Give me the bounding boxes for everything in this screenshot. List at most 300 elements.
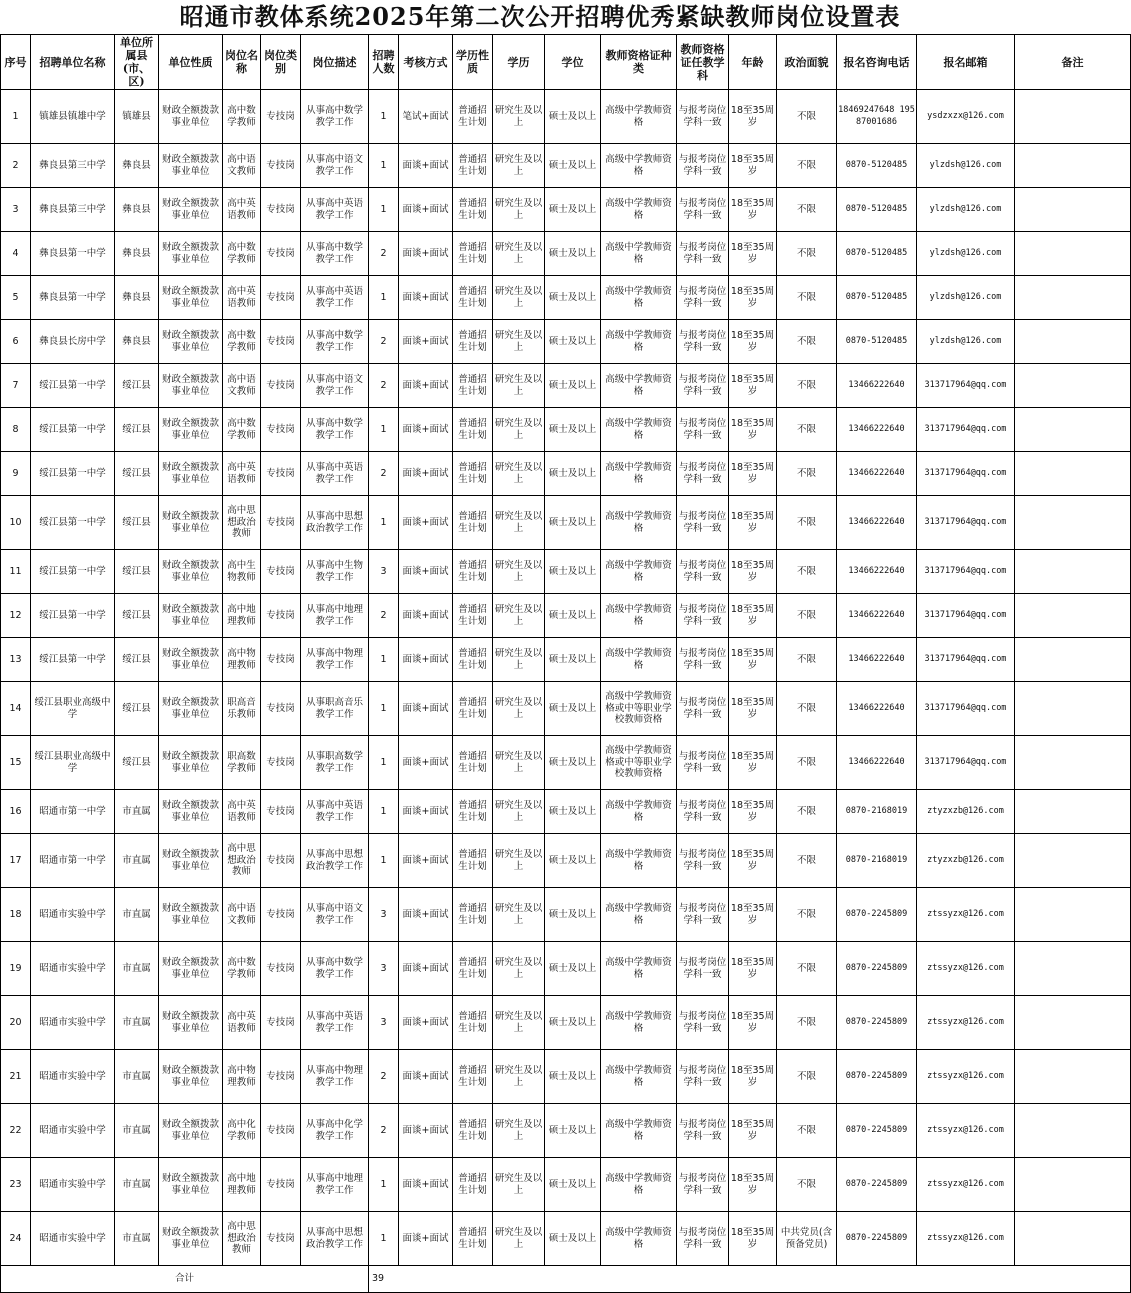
certificate-type-cell: 高级中学教师资格 xyxy=(601,834,677,888)
unit-name-cell: 绥江县第一中学 xyxy=(31,594,115,638)
unit-type-cell: 财政全额拨款事业单位 xyxy=(159,188,223,232)
political-status-cell: 不限 xyxy=(777,942,837,996)
table-body xyxy=(1,90,1131,1266)
post-name-cell: 高中数学教师 xyxy=(223,408,261,452)
post-description-cell: 从事高中数学教学工作 xyxy=(301,232,369,276)
row-index-cell: 10 xyxy=(1,496,31,550)
unit-type-cell: 财政全额拨款事业单位 xyxy=(159,942,223,996)
post-name-cell: 高中地理教师 xyxy=(223,1158,261,1212)
table-row xyxy=(1,996,1131,1050)
unit-name-cell: 昭通市实验中学 xyxy=(31,888,115,942)
certificate-type-cell: 高级中学教师资格 xyxy=(601,496,677,550)
remark-cell xyxy=(1015,736,1131,790)
political-status-cell: 不限 xyxy=(777,452,837,496)
exam-method-cell: 面谈+面试 xyxy=(399,232,453,276)
recruitment-table xyxy=(0,34,1131,1293)
unit-type-cell: 财政全额拨款事业单位 xyxy=(159,638,223,682)
headcount-cell: 3 xyxy=(369,996,399,1050)
education-type-cell: 普通招生计划 xyxy=(453,996,493,1050)
post-category-cell: 专技岗 xyxy=(261,1212,301,1266)
education-type-cell: 普通招生计划 xyxy=(453,942,493,996)
post-category-cell: 专技岗 xyxy=(261,1050,301,1104)
county-cell: 彝良县 xyxy=(115,232,159,276)
post-category-cell: 专技岗 xyxy=(261,408,301,452)
post-description-cell: 从事高中英语教学工作 xyxy=(301,790,369,834)
email-cell: ztssyzx@126.com xyxy=(917,1212,1015,1266)
phone-cell: 0870-5120485 xyxy=(837,276,917,320)
post-description-cell: 从事高中语文教学工作 xyxy=(301,888,369,942)
unit-name-cell: 绥江县职业高级中学 xyxy=(31,736,115,790)
certificate-type-cell: 高级中学教师资格 xyxy=(601,276,677,320)
political-status-cell: 中共党员(含预备党员) xyxy=(777,1212,837,1266)
county-cell: 彝良县 xyxy=(115,144,159,188)
age-cell: 18至35周岁 xyxy=(729,90,777,144)
certificate-type-cell: 高级中学教师资格 xyxy=(601,638,677,682)
age-cell: 18至35周岁 xyxy=(729,888,777,942)
post-name-cell: 高中数学教师 xyxy=(223,320,261,364)
email-cell: ztyzxzb@126.com xyxy=(917,790,1015,834)
remark-cell xyxy=(1015,550,1131,594)
exam-method-cell: 面谈+面试 xyxy=(399,496,453,550)
email-cell: 313717964@qq.com xyxy=(917,496,1015,550)
col-degree-header: 学位 xyxy=(545,35,601,90)
remark-cell xyxy=(1015,790,1131,834)
row-index-cell: 8 xyxy=(1,408,31,452)
unit-type-cell: 财政全额拨款事业单位 xyxy=(159,736,223,790)
degree-cell: 硕士及以上 xyxy=(545,452,601,496)
age-cell: 18至35周岁 xyxy=(729,144,777,188)
remark-cell xyxy=(1015,232,1131,276)
county-cell: 市直属 xyxy=(115,1050,159,1104)
headcount-cell: 2 xyxy=(369,320,399,364)
age-cell: 18至35周岁 xyxy=(729,496,777,550)
age-cell: 18至35周岁 xyxy=(729,942,777,996)
phone-cell: 0870-5120485 xyxy=(837,144,917,188)
phone-cell: 0870-5120485 xyxy=(837,320,917,364)
exam-method-cell: 面谈+面试 xyxy=(399,452,453,496)
unit-type-cell: 财政全额拨款事业单位 xyxy=(159,1158,223,1212)
unit-type-cell: 财政全额拨款事业单位 xyxy=(159,276,223,320)
post-category-cell: 专技岗 xyxy=(261,1104,301,1158)
exam-method-cell: 面谈+面试 xyxy=(399,144,453,188)
phone-cell: 13466222640 xyxy=(837,736,917,790)
post-name-cell: 高中数学教师 xyxy=(223,232,261,276)
post-name-cell: 高中化学教师 xyxy=(223,1104,261,1158)
remark-cell xyxy=(1015,452,1131,496)
phone-cell: 0870-2245809 xyxy=(837,942,917,996)
table-row xyxy=(1,1104,1131,1158)
education-cell: 研究生及以上 xyxy=(493,996,545,1050)
post-name-cell: 高中数学教师 xyxy=(223,942,261,996)
remark-cell xyxy=(1015,1158,1131,1212)
headcount-cell: 1 xyxy=(369,638,399,682)
unit-type-cell: 财政全额拨款事业单位 xyxy=(159,144,223,188)
certificate-subject-cell: 与报考岗位学科一致 xyxy=(677,408,729,452)
unit-type-cell: 财政全额拨款事业单位 xyxy=(159,682,223,736)
phone-cell: 0870-2245809 xyxy=(837,1050,917,1104)
certificate-type-cell: 高级中学教师资格 xyxy=(601,1050,677,1104)
county-cell: 绥江县 xyxy=(115,550,159,594)
certificate-subject-cell: 与报考岗位学科一致 xyxy=(677,888,729,942)
post-description-cell: 从事高中生物教学工作 xyxy=(301,550,369,594)
email-cell: ylzdsh@126.com xyxy=(917,320,1015,364)
certificate-type-cell: 高级中学教师资格 xyxy=(601,188,677,232)
post-name-cell: 高中数学教师 xyxy=(223,90,261,144)
county-cell: 彝良县 xyxy=(115,320,159,364)
headcount-cell: 1 xyxy=(369,682,399,736)
row-index-cell: 15 xyxy=(1,736,31,790)
post-category-cell: 专技岗 xyxy=(261,790,301,834)
email-cell: ztssyzx@126.com xyxy=(917,996,1015,1050)
education-cell: 研究生及以上 xyxy=(493,1212,545,1266)
political-status-cell: 不限 xyxy=(777,144,837,188)
post-category-cell: 专技岗 xyxy=(261,188,301,232)
political-status-cell: 不限 xyxy=(777,232,837,276)
education-type-cell: 普通招生计划 xyxy=(453,408,493,452)
county-cell: 绥江县 xyxy=(115,682,159,736)
degree-cell: 硕士及以上 xyxy=(545,736,601,790)
exam-method-cell: 面谈+面试 xyxy=(399,888,453,942)
table-row xyxy=(1,942,1131,996)
table-row xyxy=(1,496,1131,550)
remark-cell xyxy=(1015,996,1131,1050)
headcount-cell: 3 xyxy=(369,942,399,996)
political-status-cell: 不限 xyxy=(777,364,837,408)
post-category-cell: 专技岗 xyxy=(261,1158,301,1212)
phone-cell: 0870-2245809 xyxy=(837,996,917,1050)
unit-type-cell: 财政全额拨款事业单位 xyxy=(159,364,223,408)
post-category-cell: 专技岗 xyxy=(261,996,301,1050)
col-post-category-header: 岗位类别 xyxy=(261,35,301,90)
unit-name-cell: 昭通市实验中学 xyxy=(31,942,115,996)
unit-name-cell: 彝良县第一中学 xyxy=(31,232,115,276)
degree-cell: 硕士及以上 xyxy=(545,638,601,682)
education-type-cell: 普通招生计划 xyxy=(453,320,493,364)
exam-method-cell: 面谈+面试 xyxy=(399,1050,453,1104)
exam-method-cell: 面谈+面试 xyxy=(399,550,453,594)
degree-cell: 硕士及以上 xyxy=(545,232,601,276)
age-cell: 18至35周岁 xyxy=(729,638,777,682)
table-row xyxy=(1,408,1131,452)
headcount-cell: 2 xyxy=(369,594,399,638)
political-status-cell: 不限 xyxy=(777,408,837,452)
degree-cell: 硕士及以上 xyxy=(545,682,601,736)
email-cell: ylzdsh@126.com xyxy=(917,276,1015,320)
education-cell: 研究生及以上 xyxy=(493,276,545,320)
post-description-cell: 从事高中英语教学工作 xyxy=(301,188,369,232)
table-row xyxy=(1,276,1131,320)
county-cell: 市直属 xyxy=(115,1212,159,1266)
remark-cell xyxy=(1015,682,1131,736)
political-status-cell: 不限 xyxy=(777,1050,837,1104)
certificate-type-cell: 高级中学教师资格 xyxy=(601,942,677,996)
col-county-header: 单位所属县(市、区) xyxy=(115,35,159,90)
phone-cell: 13466222640 xyxy=(837,452,917,496)
header-row xyxy=(1,35,1131,90)
post-name-cell: 高中思想政治教师 xyxy=(223,834,261,888)
phone-cell: 0870-2245809 xyxy=(837,1158,917,1212)
certificate-subject-cell: 与报考岗位学科一致 xyxy=(677,188,729,232)
education-cell: 研究生及以上 xyxy=(493,408,545,452)
post-description-cell: 从事高中数学教学工作 xyxy=(301,90,369,144)
post-description-cell: 从事职高数学教学工作 xyxy=(301,736,369,790)
table-row xyxy=(1,1050,1131,1104)
post-category-cell: 专技岗 xyxy=(261,90,301,144)
col-political-status-header: 政治面貌 xyxy=(777,35,837,90)
degree-cell: 硕士及以上 xyxy=(545,888,601,942)
email-cell: 313717964@qq.com xyxy=(917,550,1015,594)
degree-cell: 硕士及以上 xyxy=(545,188,601,232)
email-cell: 313717964@qq.com xyxy=(917,452,1015,496)
certificate-subject-cell: 与报考岗位学科一致 xyxy=(677,1212,729,1266)
headcount-cell: 1 xyxy=(369,144,399,188)
unit-name-cell: 绥江县第一中学 xyxy=(31,364,115,408)
education-cell: 研究生及以上 xyxy=(493,452,545,496)
post-category-cell: 专技岗 xyxy=(261,276,301,320)
county-cell: 市直属 xyxy=(115,888,159,942)
education-cell: 研究生及以上 xyxy=(493,364,545,408)
post-category-cell: 专技岗 xyxy=(261,682,301,736)
row-index-cell: 12 xyxy=(1,594,31,638)
political-status-cell: 不限 xyxy=(777,1158,837,1212)
row-index-cell: 6 xyxy=(1,320,31,364)
unit-name-cell: 镇雄县镇雄中学 xyxy=(31,90,115,144)
certificate-subject-cell: 与报考岗位学科一致 xyxy=(677,594,729,638)
email-cell: ylzdsh@126.com xyxy=(917,144,1015,188)
county-cell: 绥江县 xyxy=(115,452,159,496)
education-cell: 研究生及以上 xyxy=(493,594,545,638)
row-index-cell: 24 xyxy=(1,1212,31,1266)
post-category-cell: 专技岗 xyxy=(261,452,301,496)
education-type-cell: 普通招生计划 xyxy=(453,682,493,736)
table-row xyxy=(1,594,1131,638)
county-cell: 市直属 xyxy=(115,834,159,888)
phone-cell: 0870-2168019 xyxy=(837,790,917,834)
age-cell: 18至35周岁 xyxy=(729,408,777,452)
exam-method-cell: 面谈+面试 xyxy=(399,996,453,1050)
post-name-cell: 高中英语教师 xyxy=(223,790,261,834)
table-row xyxy=(1,834,1131,888)
phone-cell: 13466222640 xyxy=(837,638,917,682)
phone-cell: 18469247648 19587001686 xyxy=(837,90,917,144)
education-cell: 研究生及以上 xyxy=(493,790,545,834)
phone-cell: 0870-2168019 xyxy=(837,834,917,888)
row-index-cell: 23 xyxy=(1,1158,31,1212)
age-cell: 18至35周岁 xyxy=(729,232,777,276)
post-name-cell: 高中英语教师 xyxy=(223,188,261,232)
headcount-cell: 2 xyxy=(369,1050,399,1104)
education-cell: 研究生及以上 xyxy=(493,1158,545,1212)
table-row xyxy=(1,320,1131,364)
phone-cell: 13466222640 xyxy=(837,550,917,594)
post-name-cell: 高中地理教师 xyxy=(223,594,261,638)
post-category-cell: 专技岗 xyxy=(261,594,301,638)
education-type-cell: 普通招生计划 xyxy=(453,736,493,790)
post-category-cell: 专技岗 xyxy=(261,942,301,996)
post-description-cell: 从事高中数学教学工作 xyxy=(301,408,369,452)
email-cell: ztssyzx@126.com xyxy=(917,1158,1015,1212)
unit-name-cell: 昭通市第一中学 xyxy=(31,834,115,888)
headcount-cell: 1 xyxy=(369,1212,399,1266)
degree-cell: 硕士及以上 xyxy=(545,1050,601,1104)
row-index-cell: 22 xyxy=(1,1104,31,1158)
exam-method-cell: 面谈+面试 xyxy=(399,188,453,232)
degree-cell: 硕士及以上 xyxy=(545,1158,601,1212)
unit-name-cell: 绥江县第一中学 xyxy=(31,550,115,594)
email-cell: 313717964@qq.com xyxy=(917,594,1015,638)
unit-name-cell: 昭通市实验中学 xyxy=(31,1158,115,1212)
unit-name-cell: 彝良县长房中学 xyxy=(31,320,115,364)
degree-cell: 硕士及以上 xyxy=(545,276,601,320)
col-education-type-header: 学历性质 xyxy=(453,35,493,90)
county-cell: 彝良县 xyxy=(115,276,159,320)
age-cell: 18至35周岁 xyxy=(729,276,777,320)
headcount-cell: 1 xyxy=(369,1158,399,1212)
col-certificate-type-header: 教师资格证种类 xyxy=(601,35,677,90)
exam-method-cell: 面谈+面试 xyxy=(399,1212,453,1266)
post-description-cell: 从事职高音乐教学工作 xyxy=(301,682,369,736)
certificate-subject-cell: 与报考岗位学科一致 xyxy=(677,452,729,496)
political-status-cell: 不限 xyxy=(777,888,837,942)
county-cell: 市直属 xyxy=(115,996,159,1050)
county-cell: 绥江县 xyxy=(115,496,159,550)
unit-type-cell: 财政全额拨款事业单位 xyxy=(159,1104,223,1158)
degree-cell: 硕士及以上 xyxy=(545,834,601,888)
headcount-cell: 1 xyxy=(369,790,399,834)
headcount-cell: 1 xyxy=(369,736,399,790)
post-category-cell: 专技岗 xyxy=(261,364,301,408)
post-name-cell: 高中思想政治教师 xyxy=(223,496,261,550)
col-headcount-header: 招聘人数 xyxy=(369,35,399,90)
exam-method-cell: 面谈+面试 xyxy=(399,682,453,736)
age-cell: 18至35周岁 xyxy=(729,1158,777,1212)
phone-cell: 0870-5120485 xyxy=(837,188,917,232)
post-description-cell: 从事高中英语教学工作 xyxy=(301,996,369,1050)
unit-type-cell: 财政全额拨款事业单位 xyxy=(159,452,223,496)
political-status-cell: 不限 xyxy=(777,550,837,594)
row-index-cell: 4 xyxy=(1,232,31,276)
remark-cell xyxy=(1015,408,1131,452)
remark-cell xyxy=(1015,1050,1131,1104)
political-status-cell: 不限 xyxy=(777,496,837,550)
political-status-cell: 不限 xyxy=(777,594,837,638)
remark-cell xyxy=(1015,1212,1131,1266)
post-name-cell: 高中英语教师 xyxy=(223,452,261,496)
education-cell: 研究生及以上 xyxy=(493,144,545,188)
headcount-cell: 2 xyxy=(369,452,399,496)
degree-cell: 硕士及以上 xyxy=(545,790,601,834)
row-index-cell: 5 xyxy=(1,276,31,320)
post-description-cell: 从事高中物理教学工作 xyxy=(301,638,369,682)
unit-name-cell: 昭通市实验中学 xyxy=(31,1104,115,1158)
unit-type-cell: 财政全额拨款事业单位 xyxy=(159,834,223,888)
row-index-cell: 17 xyxy=(1,834,31,888)
table-row xyxy=(1,736,1131,790)
remark-cell xyxy=(1015,188,1131,232)
political-status-cell: 不限 xyxy=(777,682,837,736)
remark-cell xyxy=(1015,594,1131,638)
remark-cell xyxy=(1015,942,1131,996)
total-value: 39 xyxy=(369,1266,1131,1293)
col-phone-header: 报名咨询电话 xyxy=(837,35,917,90)
table-row xyxy=(1,888,1131,942)
exam-method-cell: 面谈+面试 xyxy=(399,834,453,888)
col-email-header: 报名邮箱 xyxy=(917,35,1015,90)
county-cell: 镇雄县 xyxy=(115,90,159,144)
remark-cell xyxy=(1015,638,1131,682)
degree-cell: 硕士及以上 xyxy=(545,1212,601,1266)
headcount-cell: 3 xyxy=(369,550,399,594)
political-status-cell: 不限 xyxy=(777,790,837,834)
education-cell: 研究生及以上 xyxy=(493,638,545,682)
education-type-cell: 普通招生计划 xyxy=(453,232,493,276)
certificate-type-cell: 高级中学教师资格 xyxy=(601,90,677,144)
phone-cell: 13466222640 xyxy=(837,496,917,550)
county-cell: 市直属 xyxy=(115,1158,159,1212)
education-type-cell: 普通招生计划 xyxy=(453,1050,493,1104)
phone-cell: 0870-2245809 xyxy=(837,888,917,942)
certificate-subject-cell: 与报考岗位学科一致 xyxy=(677,320,729,364)
education-cell: 研究生及以上 xyxy=(493,550,545,594)
education-type-cell: 普通招生计划 xyxy=(453,790,493,834)
headcount-cell: 1 xyxy=(369,408,399,452)
total-row xyxy=(1,1266,1131,1293)
exam-method-cell: 笔试+面试 xyxy=(399,90,453,144)
post-name-cell: 高中物理教师 xyxy=(223,638,261,682)
table-row xyxy=(1,1212,1131,1266)
certificate-type-cell: 高级中学教师资格 xyxy=(601,1104,677,1158)
email-cell: ylzdsh@126.com xyxy=(917,188,1015,232)
phone-cell: 13466222640 xyxy=(837,682,917,736)
unit-name-cell: 彝良县第三中学 xyxy=(31,188,115,232)
post-category-cell: 专技岗 xyxy=(261,638,301,682)
phone-cell: 0870-5120485 xyxy=(837,232,917,276)
education-type-cell: 普通招生计划 xyxy=(453,276,493,320)
post-name-cell: 高中语文教师 xyxy=(223,364,261,408)
row-index-cell: 21 xyxy=(1,1050,31,1104)
exam-method-cell: 面谈+面试 xyxy=(399,364,453,408)
education-cell: 研究生及以上 xyxy=(493,232,545,276)
row-index-cell: 14 xyxy=(1,682,31,736)
post-description-cell: 从事高中语文教学工作 xyxy=(301,144,369,188)
exam-method-cell: 面谈+面试 xyxy=(399,736,453,790)
post-name-cell: 高中语文教师 xyxy=(223,144,261,188)
phone-cell: 13466222640 xyxy=(837,408,917,452)
certificate-subject-cell: 与报考岗位学科一致 xyxy=(677,682,729,736)
political-status-cell: 不限 xyxy=(777,188,837,232)
certificate-subject-cell: 与报考岗位学科一致 xyxy=(677,834,729,888)
email-cell: ztssyzx@126.com xyxy=(917,1050,1015,1104)
education-type-cell: 普通招生计划 xyxy=(453,452,493,496)
degree-cell: 硕士及以上 xyxy=(545,144,601,188)
row-index-cell: 1 xyxy=(1,90,31,144)
email-cell: ztssyzx@126.com xyxy=(917,942,1015,996)
table-row xyxy=(1,90,1131,144)
certificate-type-cell: 高级中学教师资格 xyxy=(601,408,677,452)
age-cell: 18至35周岁 xyxy=(729,736,777,790)
education-cell: 研究生及以上 xyxy=(493,942,545,996)
unit-name-cell: 绥江县第一中学 xyxy=(31,408,115,452)
unit-type-cell: 财政全额拨款事业单位 xyxy=(159,320,223,364)
table-row xyxy=(1,550,1131,594)
certificate-type-cell: 高级中学教师资格 xyxy=(601,232,677,276)
unit-name-cell: 昭通市实验中学 xyxy=(31,1212,115,1266)
post-category-cell: 专技岗 xyxy=(261,834,301,888)
page-title: 昭通市教体系统2025年第二次公开招聘优秀紧缺教师岗位设置表 xyxy=(179,2,901,31)
unit-type-cell: 财政全额拨款事业单位 xyxy=(159,996,223,1050)
post-description-cell: 从事高中化学教学工作 xyxy=(301,1104,369,1158)
unit-name-cell: 绥江县第一中学 xyxy=(31,638,115,682)
